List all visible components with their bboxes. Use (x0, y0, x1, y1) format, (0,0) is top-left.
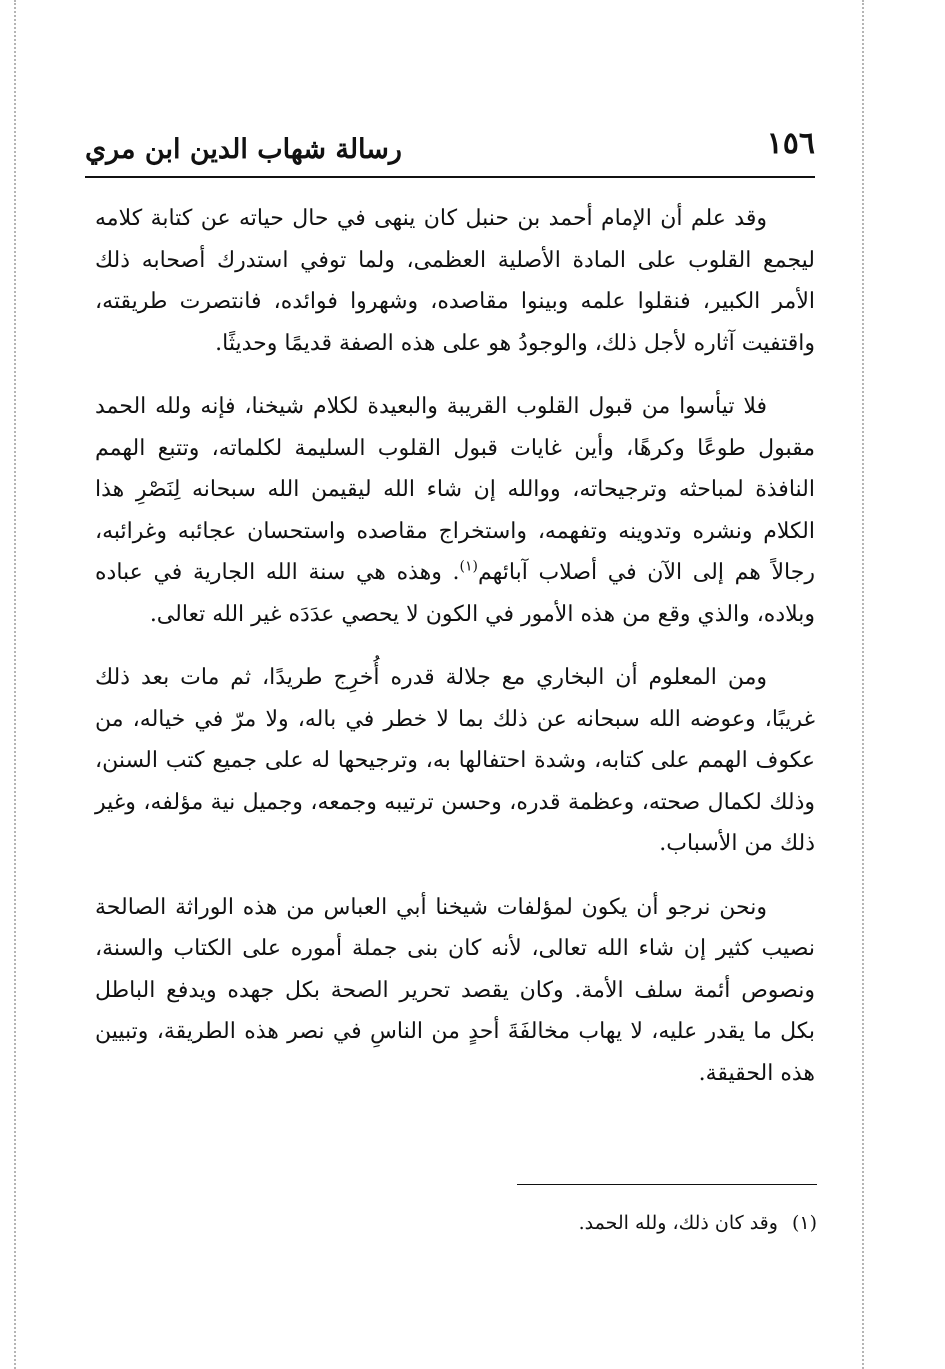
paragraph-1: وقد علم أن الإمام أحمد بن حنبل كان ينهى في حال حياته عن كتابة كلامه ليجمع القلوب على المادة الأصلية العظمى، ولما توفي استدرك أصحابه ذلك الأمر الكبير، فنقلوا علمه وبينوا مقاصده، وشهروا فوائده، فانتصرت طريقته، واقتفيت آثاره لأجل ذلك، والوجودُ هو على هذه الصفة قديمًا وحديثًا. (95, 206, 815, 356)
footnote-number: (١) (791, 1212, 817, 1234)
footnote-reference-mark: (١) (459, 558, 478, 575)
paragraph-3: ومن المعلوم أن البخاري مع جلالة قدره أُخرِج طريدًا، ثم مات بعد ذلك غريبًا، وعوضه الله سبحانه عن ذلك بما لا خطر في باله، ولا مرّ في خياله، من عكوف الهمم على كتابه، وشدة احتفالها به، وترجيحها له على جميع كتب السنن، وذلك لكمال صحته، وعظمة قدره، وحسن ترتيبه وجمعه، وجميل نية مؤلفه، وغير ذلك من الأسباب. (95, 665, 815, 856)
footnote (579, 1212, 817, 1234)
page-number: ١٥٦ (766, 126, 815, 161)
footnote-text: وقد كان ذلك، ولله الحمد. (578, 1212, 778, 1234)
binding-dots-right (862, 0, 864, 1369)
body-text (95, 198, 815, 1116)
running-title: رسالة شهاب الدين ابن مري (85, 134, 402, 165)
footnote-separator (517, 1184, 817, 1185)
paragraph-2-part-1: فلا تيأسوا من قبول القلوب القريبة والبعيدة لكلام شيخنا، فإنه ولله الحمد مقبول طوعًا وكرهًا، وأين غايات قبول القلوب السليمة لكلماته، وتتبع الهمم النافذة لمباحثه وترجيحاته، ووالله إن شاء الله ليقيمن الله سبحانه لِنَصْرِ هذا الكلام ونشره وتدوينه وتفهمه، واستخراج مقاصده واستحسان عجائبه وغرائبه، رجالاً هم إلى الآن في أصلاب آبائهم (95, 394, 815, 585)
paragraph-2-part-2: . وهذه هي سنة الله الجارية في عباده وبلاده، والذي وقع من هذه الأمور في الكون لا يحصي عدَدَه غير الله تعالى. (95, 560, 815, 627)
binding-dots-left (14, 0, 16, 1369)
paragraph-4: ونحن نرجو أن يكون لمؤلفات شيخنا أبي العباس من هذه الوراثة الصالحة نصيب كثير إن شاء الله تعالى، لأنه كان بنى جملة أموره على الكتاب والسنة، ونصوص أئمة سلف الأمة. وكان يقصد تحرير الصحة بكل جهده ويدفع الباطل بكل ما يقدر عليه، لا يهاب مخالفَةَ أحدٍ من الناسِ في نصر هذه الطريقة، وتبيين هذه الحقيقة. (95, 894, 815, 1086)
paragraph-2 (95, 386, 815, 635)
page-header (85, 118, 815, 170)
header-rule (85, 176, 815, 178)
